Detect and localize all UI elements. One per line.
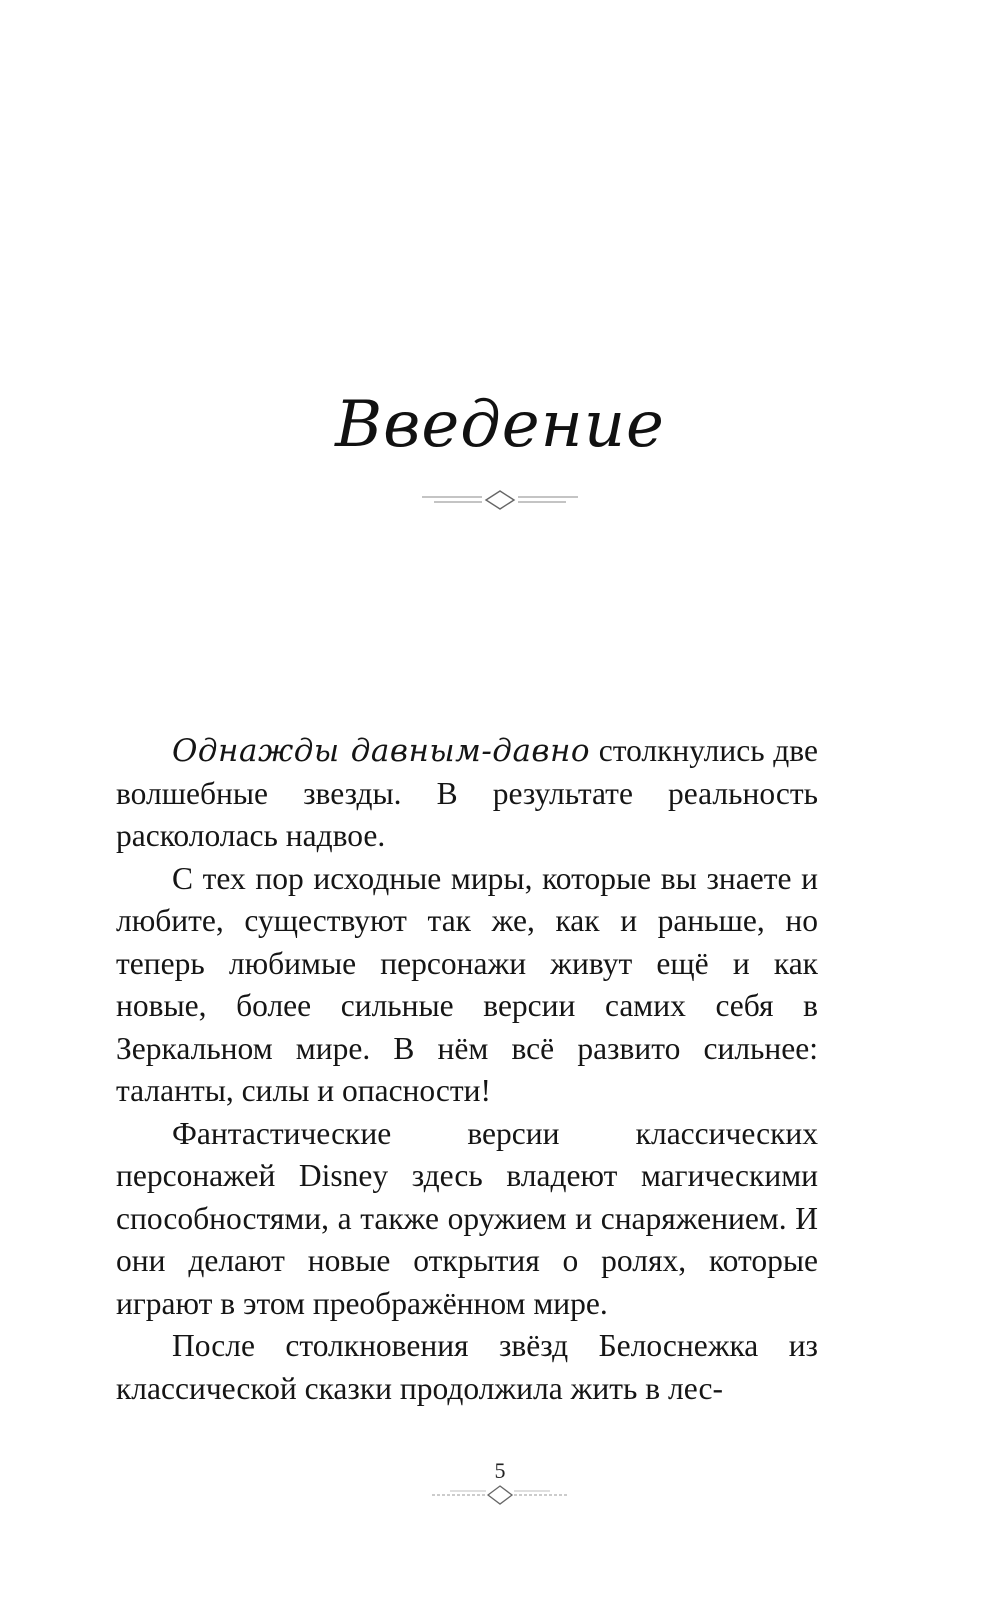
title-ornament [0,490,1000,515]
body-text [116,730,818,1410]
footer-ornament [0,1485,1000,1510]
lead-in: Однажды давным-давно [172,733,591,769]
chapter-title: Введение [335,388,665,462]
paragraph: Фантастические версии классических персонажей Disney здесь владеют магическими способностями, а также оружием и снаряжением. И они делают новые открытия о ролях, которые играют в этом преображённом мире. [116,1115,818,1321]
paragraph: С тех пор исходные миры, которые вы знаете и любите, существуют так же, как и раньше, но теперь любимые персонажи живут ещё и как новые, более сильные версии самих себя в Зеркальном мире. В нём всё развито сильнее: таланты, силы и опасности! [116,860,818,1108]
diamond-divider-icon [430,1485,570,1505]
paragraph: После столкновения звёзд Белоснежка из классической сказки продолжила жить в лес- [116,1328,818,1406]
diamond-divider-icon [420,490,580,510]
paragraph [116,730,818,858]
paragraph-text: столкнулись две волшебные звезды. В результате реальность раскололась надвое. [116,733,818,853]
page-number: 5 [494,1458,506,1483]
